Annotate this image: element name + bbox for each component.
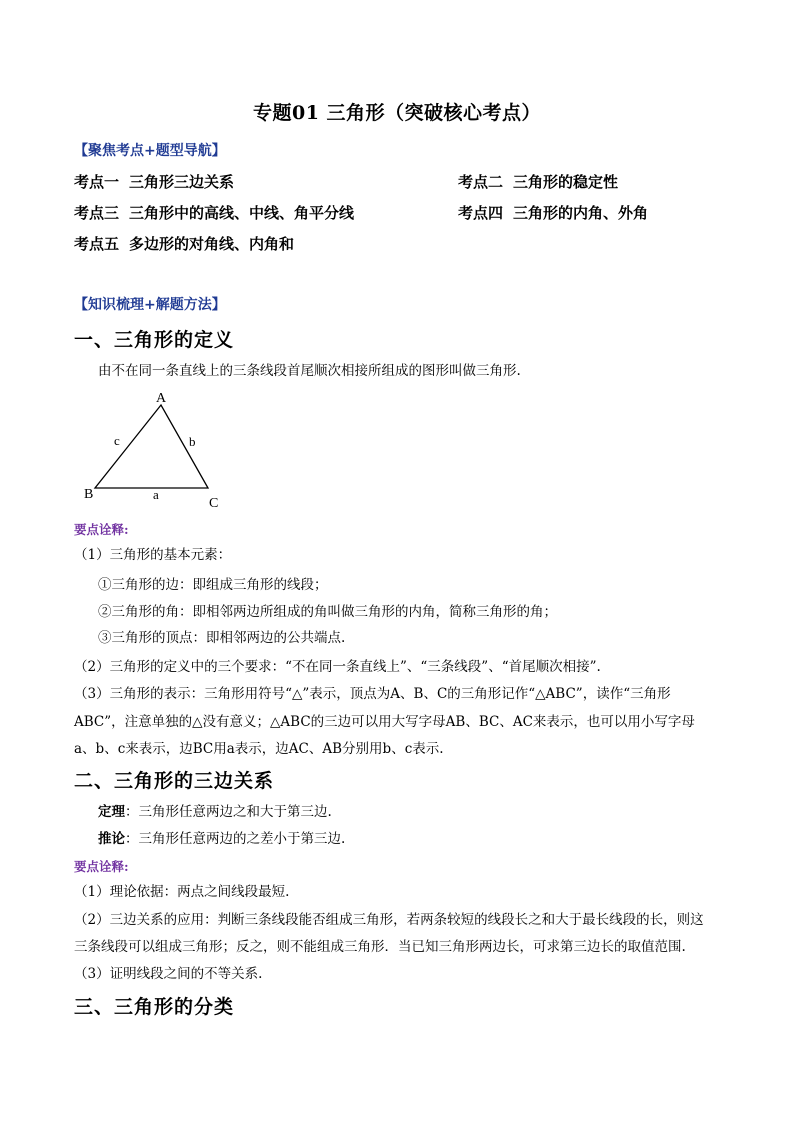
page-title: 专题01 三角形（突破核心考点） [252, 102, 542, 124]
vertex-b-label: B [84, 487, 94, 502]
vertex-a-label: A [156, 391, 167, 406]
nav-header: 【聚焦考点+题型导航】 [74, 143, 226, 159]
note-3-line-2: ABC”，注意单独的△没有意义；△ABC的三边可以用大写字母AB、BC、AC来表示，也可以用小写字母 [74, 714, 695, 730]
kaodian-1 [74, 171, 234, 192]
kaodian-5 [74, 233, 294, 254]
kaodian-text: 三角形的稳定性 [513, 173, 619, 191]
kaodian-text: 三角形的内角、外角 [513, 204, 649, 222]
theorem-text: ：三角形任意两边之和大于第三边. [125, 804, 332, 820]
vertex-c-label: C [209, 496, 219, 511]
kaodian-num: 考点一 [74, 173, 120, 191]
note-1: （1）三角形的基本元素： [74, 547, 232, 563]
corollary-text: ：三角形任意两边的之差小于第三边. [125, 831, 346, 847]
note-1-2: ②三角形的角：即相邻两边所组成的角叫做三角形的内角，简称三角形的角； [98, 604, 557, 620]
corollary-line [98, 829, 345, 849]
side-c-label: c [114, 433, 120, 448]
sides-note-2-line-2: 三条线段可以组成三角形；反之，则不能组成三角形．当已知三角形两边长，可求第三边长的取值范围. [74, 939, 686, 955]
note-3-line-1: （3）三角形的表示：三角形用符号“△”表示，顶点为A、B、C的三角形记作“△ABC”，读作“三角形 [74, 686, 671, 702]
theorem-label: 定理 [98, 804, 125, 820]
kaodian-num: 考点三 [74, 204, 120, 222]
knowledge-header: 【知识梳理+解题方法】 [74, 297, 226, 313]
kaodian-2 [458, 171, 618, 192]
theorem-line [98, 802, 332, 822]
kaodian-num: 考点五 [74, 235, 120, 253]
notes-label-2: 要点诠释: [74, 859, 129, 874]
definition-text: 由不在同一条直线上的三条线段首尾顺次相接所组成的图形叫做三角形. [98, 363, 521, 379]
corollary-label: 推论 [98, 831, 125, 847]
sides-note-2-line-1: （2）三边关系的应用：判断三条线段能否组成三角形，若两条较短的线段长之和大于最长线段的长，则这 [74, 912, 704, 928]
sides-note-1: （1）理论依据：两点之间线段最短. [74, 884, 290, 900]
section-heading-definition: 一、三角形的定义 [74, 329, 235, 351]
notes-label: 要点诠释: [74, 522, 129, 537]
sides-note-3: （3）证明线段之间的不等关系. [74, 966, 263, 982]
note-2: （2）三角形的定义中的三个要求：“不在同一条直线上”、“三条线段”、“首尾顺次相接”. [74, 659, 601, 675]
kaodian-num: 考点二 [458, 173, 504, 191]
kaodian-text: 三角形中的高线、中线、角平分线 [129, 204, 355, 222]
note-1-1: ①三角形的边：即组成三角形的线段； [98, 577, 328, 593]
side-b-label: b [189, 434, 196, 449]
kaodian-text: 多边形的对角线、内角和 [129, 235, 295, 253]
side-a-label: a [153, 487, 159, 502]
kaodian-4 [458, 202, 648, 223]
kaodian-3 [74, 202, 354, 223]
note-1-3: ③三角形的顶点：即相邻两边的公共端点. [98, 630, 346, 646]
section-heading-sides: 二、三角形的三边关系 [74, 770, 275, 792]
kaodian-text: 三角形三边关系 [129, 173, 235, 191]
kaodian-num: 考点四 [458, 204, 504, 222]
triangle-figure [70, 385, 240, 515]
note-3-line-3: a、b、c来表示，边BC用a表示，边AC、AB分别用b、c表示. [74, 741, 444, 757]
section-heading-classification: 三、三角形的分类 [74, 996, 235, 1018]
